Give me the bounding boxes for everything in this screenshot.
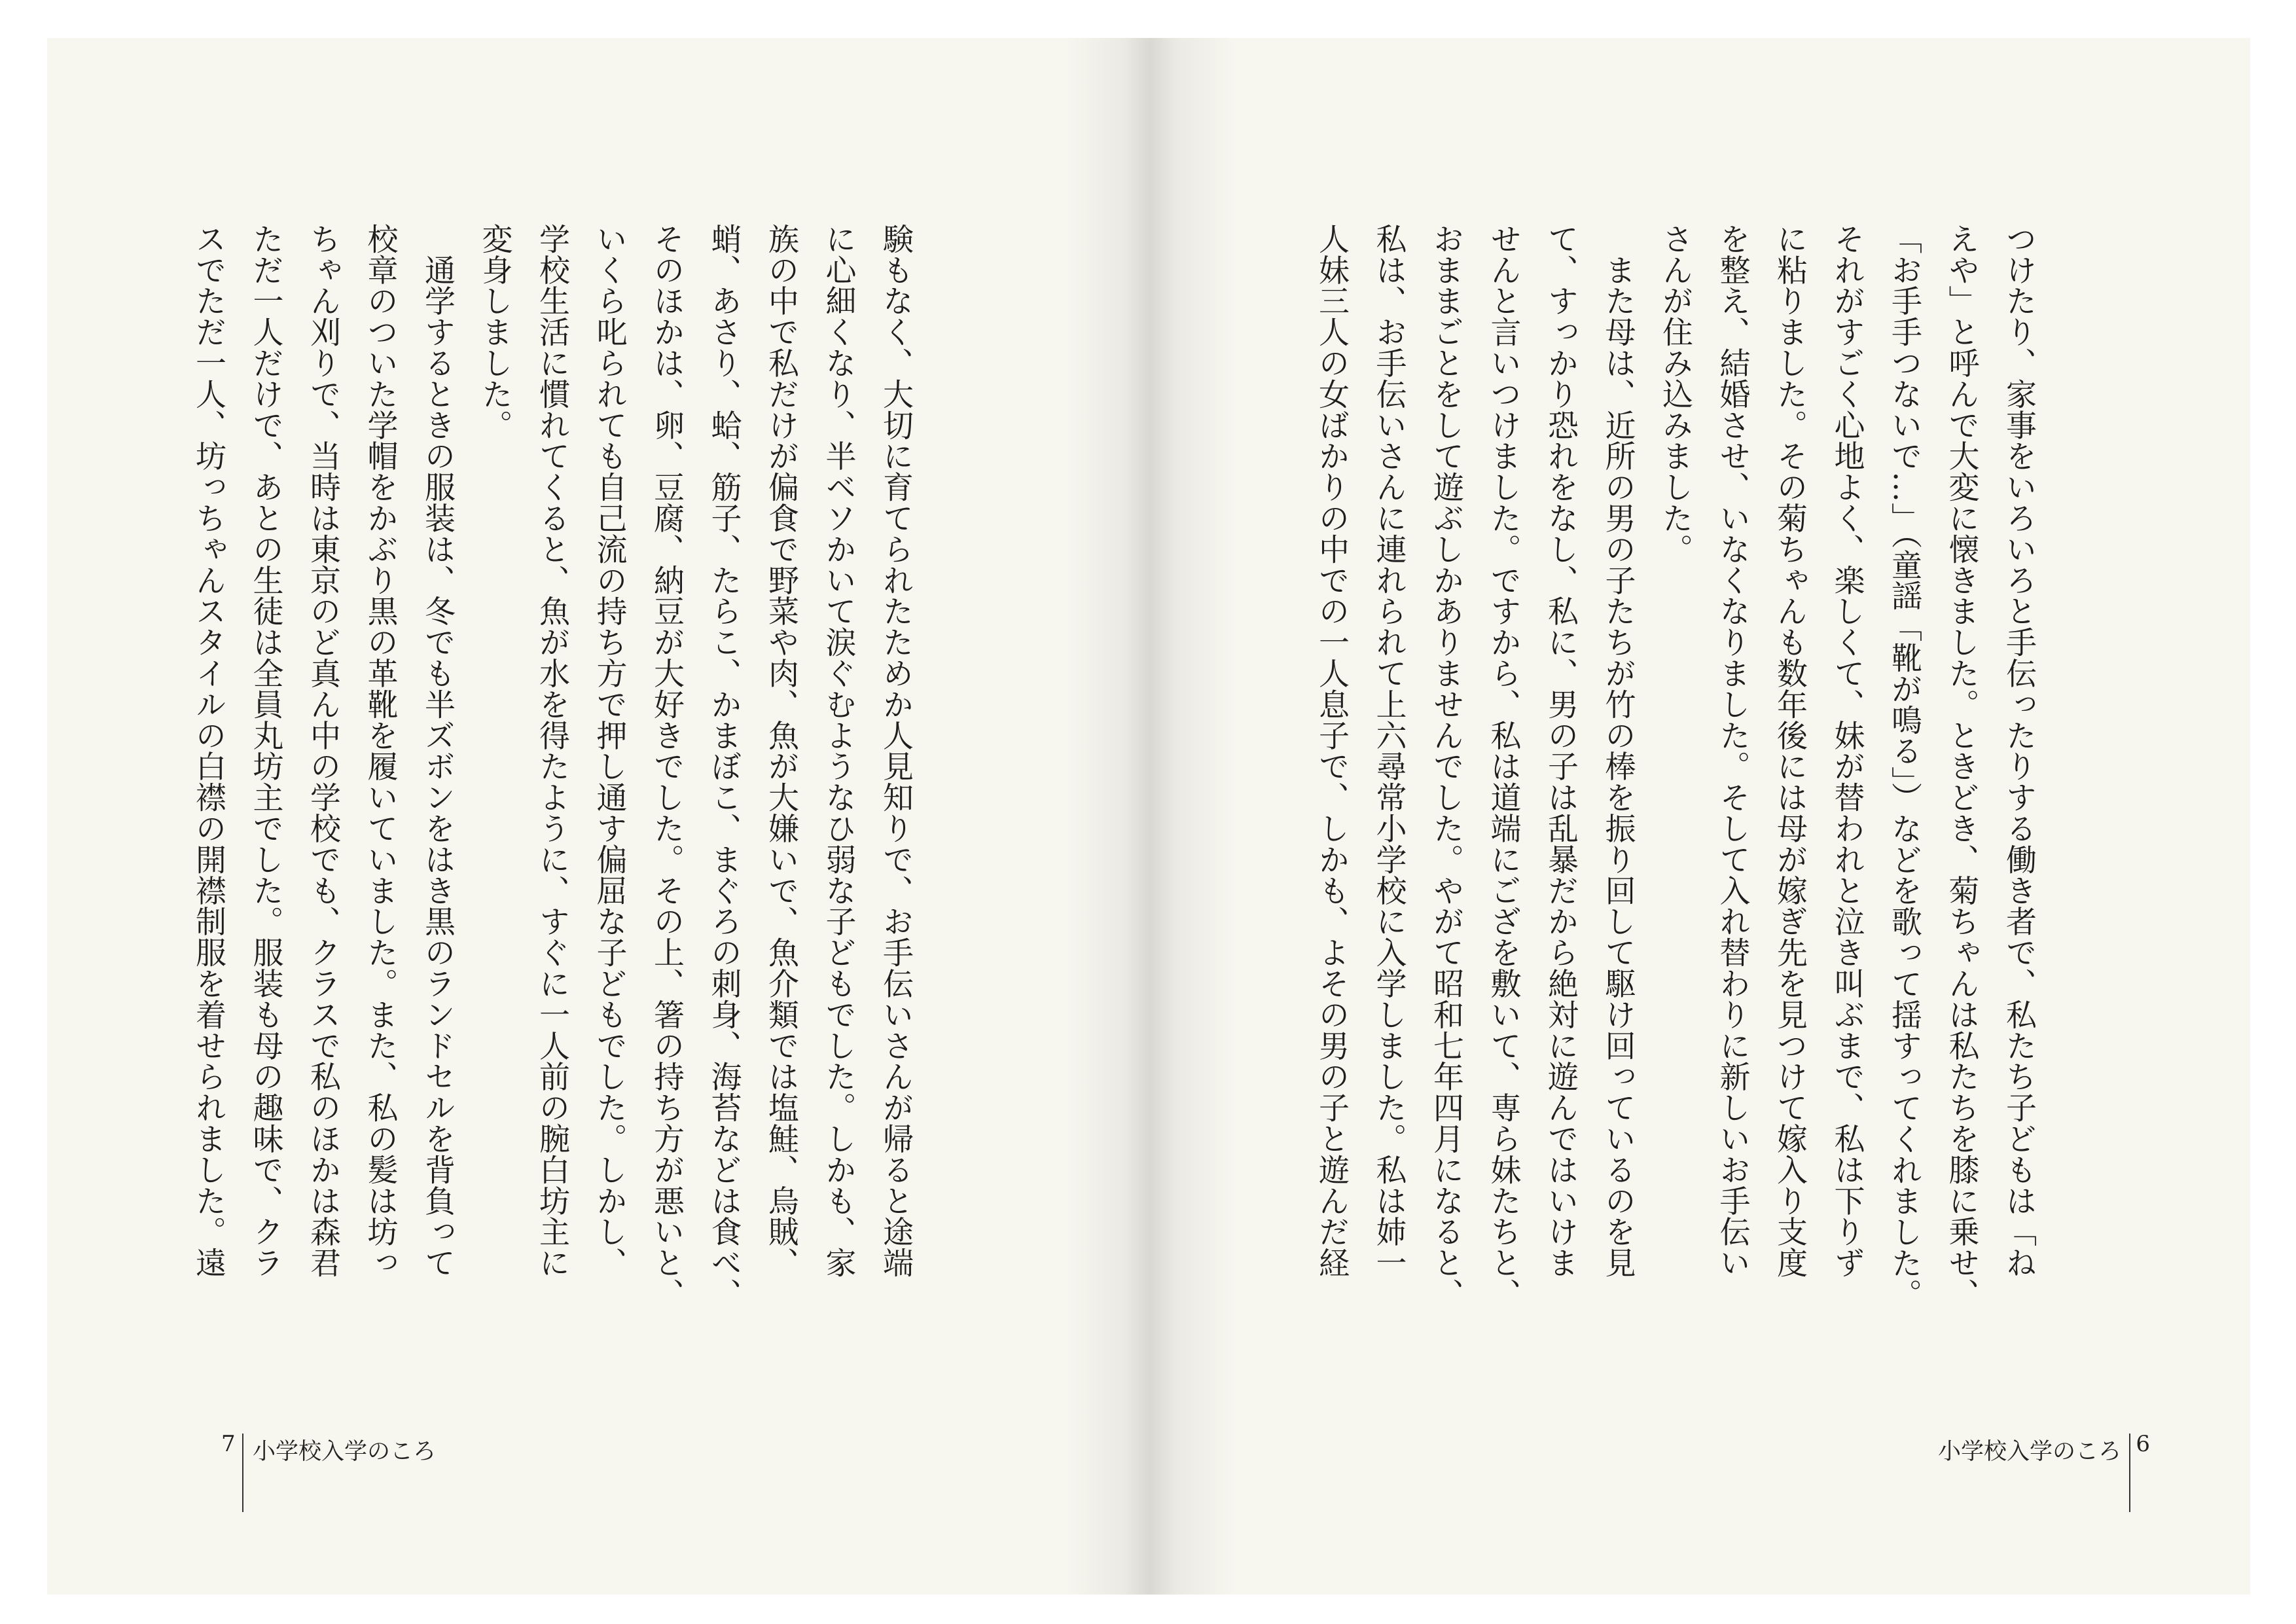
text-line: いくら叱られても自己流の持ち方で押し通す偏屈な子どもでした。しかし、 xyxy=(591,223,628,1278)
text-line: 人妹三人の女ばかりの中での一人息子で、しかも、よその男の子と遊んだ経 xyxy=(1314,223,1350,1278)
text-line: おままごとをして遊ぶしかありませんでした。やがて昭和七年四月になると、 xyxy=(1428,223,1464,1309)
right-page-body xyxy=(1308,223,2047,1375)
footer-divider xyxy=(2129,1434,2130,1512)
text-line: 校章のついた学帽をかぶり黒の革靴を履いていました。また、私の髪は坊っ xyxy=(362,223,399,1278)
running-title: 小学校入学のころ xyxy=(253,1439,437,1465)
text-line: スでただ一人、坊っちゃんスタイルの白襟の開襟制服を着せられました。遠 xyxy=(190,223,226,1278)
text-line: ちゃん刈りで、当時は東京のど真ん中の学校でも、クラスで私のほかは森君 xyxy=(305,223,341,1278)
text-line: 学校生活に慣れてくると、魚が水を得たように、すぐに一人前の腕白坊主に xyxy=(534,223,570,1278)
page-number: 7 xyxy=(221,1431,236,1457)
text-line: それがすごく心地よく、楽しくて、妹が替われと泣き叫ぶまで、私は下りず xyxy=(1829,223,1865,1278)
text-line: 験もなく、大切に育てられたためか人見知りで、お手伝いさんが帰ると途端 xyxy=(878,223,914,1278)
text-line: に粘りました。その菊ちゃんも数年後には母が嫁ぎ先を見つけて嫁入り支度 xyxy=(1772,223,1808,1278)
footer-divider xyxy=(242,1434,243,1512)
right-page-footer xyxy=(1869,1431,2196,1509)
text-line: そのほかは、卵、豆腐、納豆が大好きでした。その上、箸の持ち方が悪いと、 xyxy=(649,223,685,1309)
text-line: 通学するときの服装は、冬でも半ズボンをはき黒のランドセルを背負って xyxy=(420,223,456,1278)
left-page-body xyxy=(185,223,924,1375)
text-line: て、すっかり恐れをなし、私に、男の子は乱暴だから絶対に遊んではいけま xyxy=(1543,223,1579,1278)
text-line: ただ一人だけで、あとの生徒は全員丸坊主でした。服装も母の趣味で、クラ xyxy=(247,223,284,1278)
left-page-footer xyxy=(165,1431,437,1509)
text-line: 私は、お手伝いさんに連れられて上六尋常小学校に入学しました。私は姉一 xyxy=(1371,223,1407,1278)
text-line: 蛸、あさり、蛤、筋子、たらこ、かまぼこ、まぐろの刺身、海苔などは食べ、 xyxy=(706,223,742,1309)
right-page xyxy=(1149,38,2250,1595)
book-spread xyxy=(47,38,2250,1595)
running-title: 小学校入学のころ xyxy=(1937,1439,2121,1465)
text-line: また母は、近所の男の子たちが竹の棒を振り回して駆け回っているのを見 xyxy=(1600,223,1636,1278)
text-line: さんが住み込みました。 xyxy=(1657,223,1693,565)
text-line: せんと言いつけました。ですから、私は道端にござを敷いて、専ら妹たちと、 xyxy=(1485,223,1522,1309)
text-line: 変身しました。 xyxy=(476,223,513,441)
text-line: 「お手手つないで…」（童謡「靴が鳴る」）などを歌って揺すってくれました。 xyxy=(1886,223,1922,1310)
left-page xyxy=(47,38,1149,1595)
text-line: に心細くなり、半ベソかいて涙ぐむようなひ弱な子どもでした。しかも、家 xyxy=(820,223,857,1278)
page-number: 6 xyxy=(2136,1431,2150,1457)
text-line: つけたり、家事をいろいろと手伝ったりする働き者で、私たち子どもは「ね xyxy=(2001,223,2037,1278)
text-line: えや」と呼んで大変に懐きました。ときどき、菊ちゃんは私たちを膝に乗せ、 xyxy=(1943,223,1980,1309)
text-line: を整え、結婚させ、いなくなりました。そして入れ替わりに新しいお手伝い xyxy=(1714,223,1751,1278)
text-line: 族の中で私だけが偏食で野菜や肉、魚が大嫌いで、魚介類では塩鮭、烏賊、 xyxy=(763,223,799,1278)
